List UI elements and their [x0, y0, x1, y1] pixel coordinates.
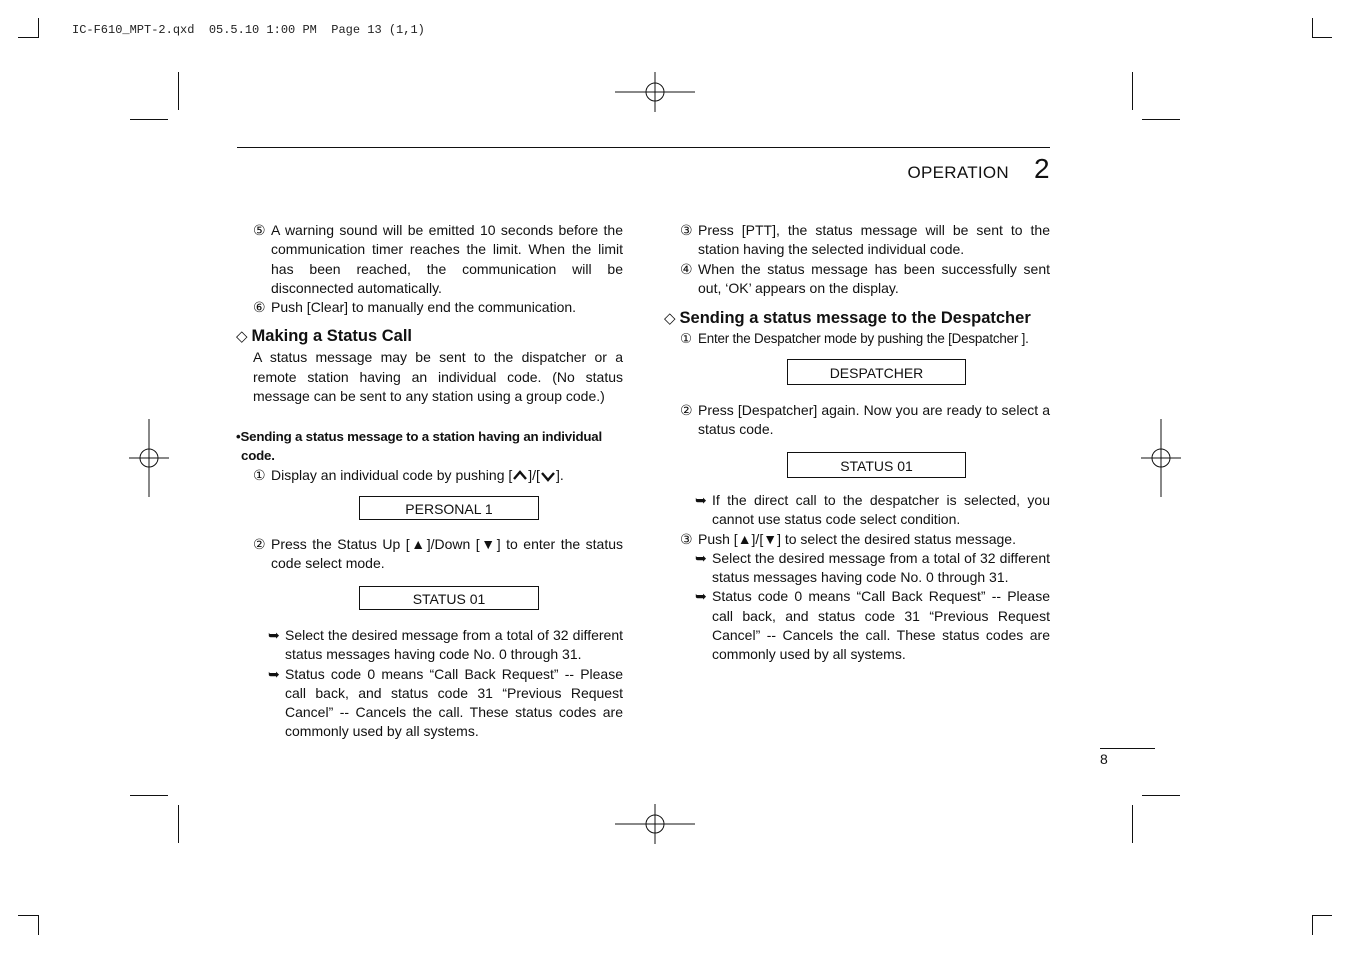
- registration-mark-left: [129, 419, 169, 497]
- step-number: ②: [680, 402, 693, 418]
- file-slug: IC-F610_MPT-2.qxd 05.5.10 1:00 PM Page 13 (1,1): [72, 23, 425, 37]
- step-text: When the status message has been successfully sent out, ‘OK’ appears on the display.: [698, 260, 1050, 296]
- step-item: [253, 535, 623, 574]
- chevron-up-icon: [512, 469, 528, 481]
- step-text: Press [Despatcher] again. Now you are ready to select a status code.: [698, 402, 1050, 438]
- diamond-outline-icon: ◇: [236, 328, 248, 345]
- note-item: ➥ Status code 0 means “Call Back Request” -- Please call back, and status code 31 “Previous Request Cancel” -- Cancels the call. These status codes are commonly used by all systems.: [268, 665, 623, 740]
- chevron-down-icon: [540, 470, 556, 482]
- section-title: OPERATION: [907, 163, 1009, 182]
- arrow-pointer-icon: ➥: [268, 627, 280, 643]
- step-number: ③: [680, 530, 693, 547]
- step-text: Press [PTT], the status message will be sent to the station having the selected individual code.: [698, 222, 1050, 258]
- left-notes: [268, 626, 623, 742]
- left-step2: [253, 535, 623, 574]
- step-number: ④: [680, 260, 693, 277]
- note-item: ➥ Status code 0 means “Call Back Request” -- Please call back, and status code 31 “Previous Request Cancel” -- Cancels the call. These status codes are commonly used by all systems.: [695, 588, 1050, 663]
- step-number: ②: [253, 536, 266, 552]
- note-item: ➥ Select the desired message from a total of 32 different status messages having code No. 0 through 31.: [268, 627, 623, 663]
- header-rule: [237, 147, 1050, 148]
- step-item: [680, 401, 1050, 440]
- lcd-display-status-right: STATUS 01: [787, 452, 966, 478]
- section-paragraph: A status message may be sent to the dispatcher or a remote station having an individual code. (No status message can be sent to any station using a group code.): [253, 349, 623, 404]
- registration-mark-top: [615, 72, 695, 112]
- step-number: ①: [253, 466, 266, 483]
- registration-mark-bottom: [615, 804, 695, 844]
- step-number: ⑥: [253, 299, 266, 316]
- step-item: [680, 221, 1050, 260]
- page-number-rule: [1100, 748, 1155, 749]
- page-number: 8: [1100, 751, 1108, 767]
- step-text: Enter the Despatcher mode by pushing the [Despatcher ].: [698, 331, 1029, 347]
- right-step2: [680, 401, 1050, 440]
- step-item: [680, 260, 1050, 299]
- arrow-pointer-icon: ➥: [695, 492, 707, 508]
- bullet-heading: •Sending a status message to a station having an individual code.: [236, 429, 602, 464]
- step-number: ⑤: [253, 222, 266, 238]
- step-text: Push [Clear] to manually end the communication.: [271, 299, 577, 316]
- making-status-call-section: [236, 327, 623, 406]
- right-notes: [680, 491, 1050, 665]
- chapter-number: 2: [1034, 153, 1050, 184]
- arrow-pointer-icon: ➥: [695, 588, 707, 605]
- step-text: Push [▲]/[▼] to select the desired status message.: [698, 530, 1016, 547]
- registration-mark-right: [1141, 419, 1181, 497]
- step-text: Press the Status Up [▲]/Down [▼] to enter the status code select mode.: [271, 536, 623, 572]
- step-text: A warning sound will be emitted 10 seconds before the communication timer reaches the limit. When the limit has been reached, the communication will be disconnected automatically.: [271, 222, 623, 296]
- step-item: [680, 530, 1050, 549]
- step-number: ①: [680, 331, 692, 347]
- lcd-display-status: STATUS 01: [359, 586, 539, 610]
- lcd-display-personal: PERSONAL 1: [359, 496, 539, 520]
- left-column: [253, 221, 623, 317]
- note-item: ➥ If the direct call to the despatcher is selected, you cannot use status code select condition.: [695, 492, 1050, 528]
- right-column-top: [680, 221, 1050, 298]
- lcd-display-despatcher: DESPATCHER: [787, 359, 966, 385]
- arrow-pointer-icon: ➥: [268, 665, 280, 682]
- diamond-outline-icon: ◇: [664, 310, 676, 327]
- section-heading: ◇ Sending a status message to the Despatcher: [664, 309, 1031, 327]
- section-heading: ◇ Making a Status Call: [236, 327, 413, 345]
- step-item: [680, 329, 1050, 348]
- despatcher-section: [664, 309, 1050, 349]
- note-item: ➥ Select the desired message from a total of 32 different status messages having code No. 0 through 31.: [695, 549, 1050, 586]
- step-item: [253, 298, 623, 317]
- step-item: [253, 221, 623, 298]
- bullet-section: [236, 427, 623, 485]
- arrow-pointer-icon: ➥: [695, 549, 707, 566]
- step-item: ① Display an individual code by pushing [ ]/[ ].: [253, 466, 623, 485]
- step-text: Display an individual code by pushing [: [271, 466, 513, 483]
- step-number: ③: [680, 222, 693, 238]
